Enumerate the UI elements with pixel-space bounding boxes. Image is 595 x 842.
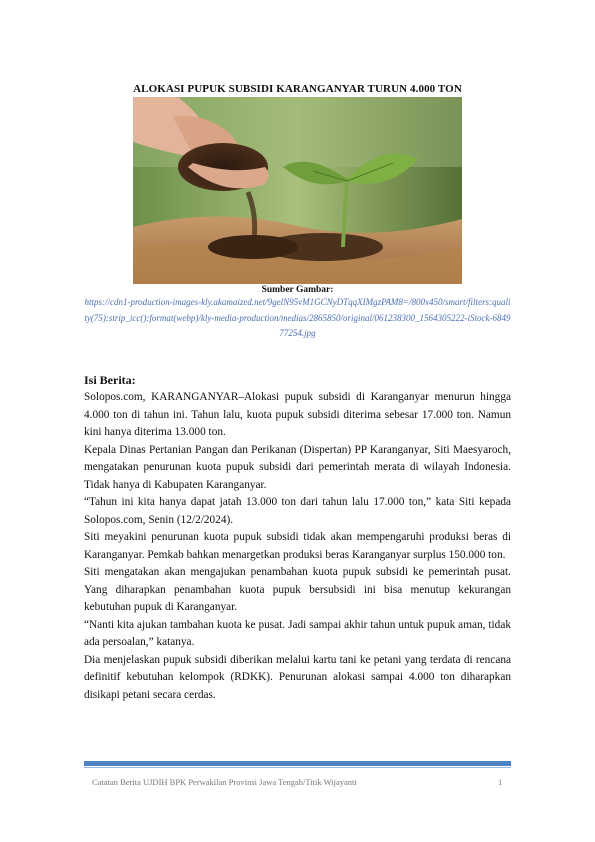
news-photo-seedling-soil xyxy=(133,97,462,284)
footer-divider xyxy=(84,761,511,766)
article-paragraph: Siti meyakini penurunan kuota pupuk subsidi tidak akan mempengaruhi produksi beras di Karanganyar. Pemkab bahkan menargetkan produksi beras Karanganyar surplus 150.000 ton. xyxy=(84,531,511,561)
page-number: 1 xyxy=(498,777,503,787)
footer-text: Catatan Berita UJDIH BPK Perwakilan Provinsi Jawa Tengah/Titik Wijayanti xyxy=(92,777,357,787)
section-heading: Isi Berita: xyxy=(84,373,136,387)
article-paragraph: Kepala Dinas Pertanian Pangan dan Perikanan (Dispertan) PP Karanganyar, Siti Maesyaroch, mengatakan penurunan kuota pupuk subsidi dari pemerintah merata di wilayah Indonesia. Tidak hanya di Kabupaten Karanganyar. xyxy=(84,443,511,491)
document-title: ALOKASI PUPUK SUBSIDI KARANGANYAR TURUN 4.000 TON xyxy=(133,83,462,95)
article-paragraph: “Nanti kita ajukan tambahan kuota ke pusat. Jadi sampai akhir tahun untuk pupuk aman, tidak ada persoalan,” katanya. xyxy=(84,618,511,648)
image-source-link[interactable]: https://cdn1-production-images-kly.akamaized.net/9gelN95vM1GCNyDTqqXIMgzPAM8=/800x450/smart/filters:quality(75):strip_icc():format(webp)/kly-media-production/medias/2865850/original/061238300_1564305222-iStock-684977254.jpg xyxy=(84,297,511,338)
article-paragraph: Solopos.com, KARANGANYAR–Alokasi pupuk subsidi di Karanganyar menurun hingga 4.000 ton di tahun ini. Tahun lalu, kuota pupuk subsidi diterima sebesar 17.000 ton. Namun kini hanya diterima 13.000 ton. xyxy=(84,391,511,438)
article-body xyxy=(84,389,511,704)
article-paragraph: Dia menjelaskan pupuk subsidi diberikan melalui kartu tani ke petani yang terdata di rencana definitif kebutuhan kelompok (RDKK). Penurunan alokasi sampai 4.000 ton diharapkan disikapi petani secara cerdas. xyxy=(84,653,511,701)
article-paragraph: “Tahun ini kita hanya dapat jatah 13.000 ton dari tahun lalu 17.000 ton,” kata Siti kepada Solopos.com, Senin (12/2/2024). xyxy=(84,496,511,526)
article-paragraph: Siti mengatakan akan mengajukan penambahan kuota pupuk subsidi ke pemerintah pusat. Yang diharapkan penambahan kuota pupuk bersubsidi ini bisa menutup kekurangan kebutuhan pupuk di Karanganyar. xyxy=(84,566,511,613)
footer-divider-thin xyxy=(84,767,511,768)
image-source-label: Sumber Gambar: xyxy=(261,285,334,295)
